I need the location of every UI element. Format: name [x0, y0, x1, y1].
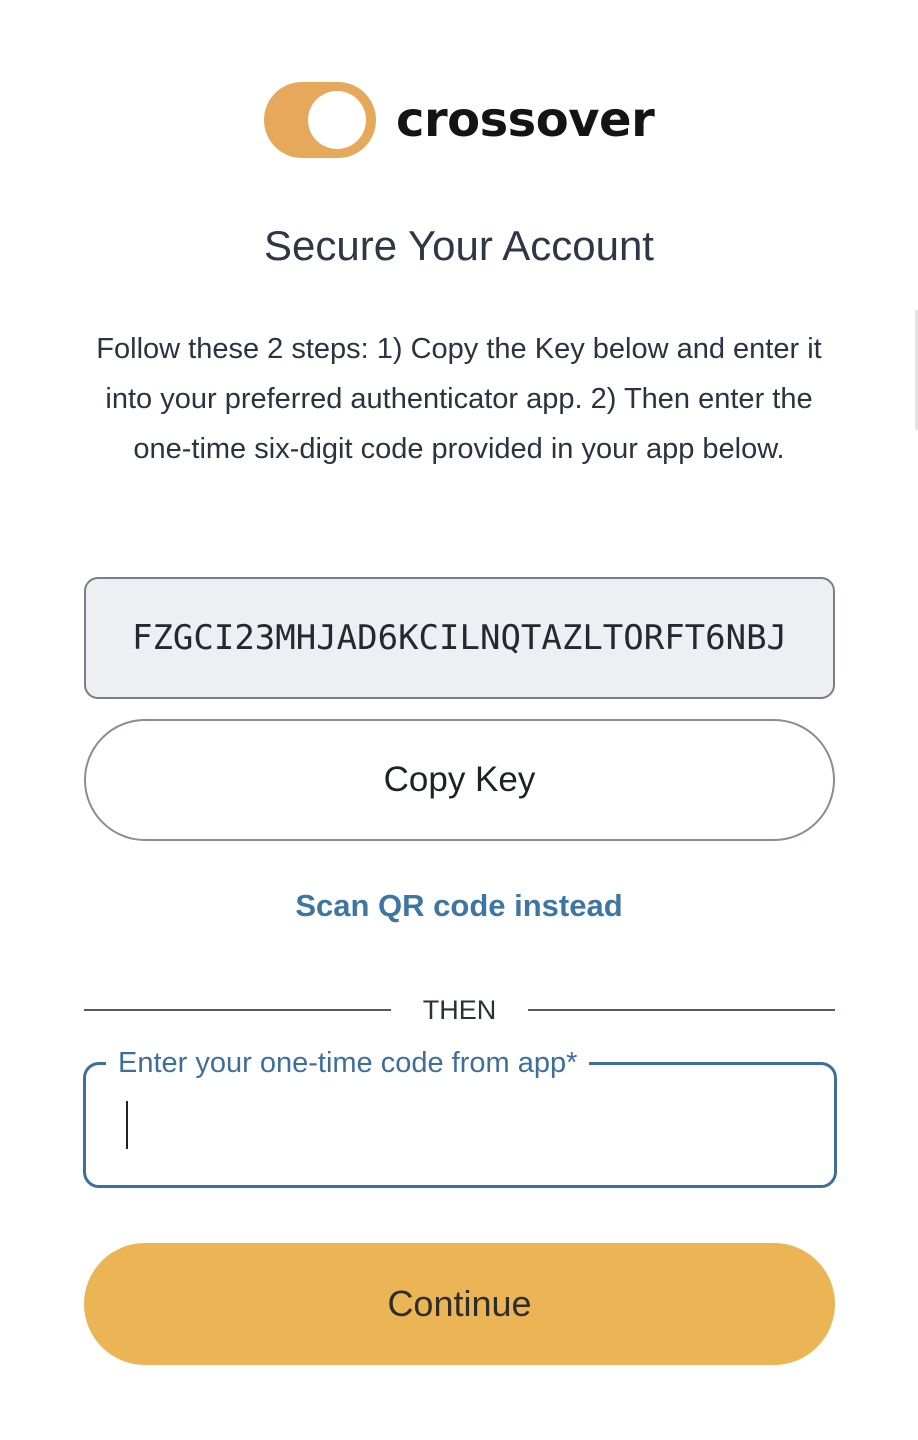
crossover-logo	[264, 82, 654, 158]
divider-label: THEN	[422, 994, 497, 1025]
one-time-code-field[interactable]	[83, 1047, 837, 1188]
brand-name: crossover	[396, 92, 655, 148]
then-divider	[84, 990, 835, 1030]
page-title: Secure Your Account	[264, 222, 654, 269]
text-caret	[126, 1101, 128, 1149]
instructions-text: Follow these 2 steps: 1) Copy the Key below and enter it into your preferred authenticator app. 2) Then enter the one-time six-digit code provided in your app below.	[96, 333, 822, 465]
one-time-code-label: Enter your one-time code from app*	[106, 1041, 589, 1085]
secret-key-box	[84, 577, 835, 699]
divider-line-left	[84, 1009, 391, 1011]
scan-qr-link[interactable]: Scan QR code instead	[295, 888, 623, 923]
one-time-code-input[interactable]	[110, 1093, 810, 1157]
secret-key-value: FZGCI23MHJAD6KCILNQTAZLTORFT6NBJ	[131, 618, 788, 658]
toggle-logo-icon	[264, 82, 376, 158]
copy-key-button[interactable]: Copy Key	[84, 719, 835, 841]
continue-button[interactable]: Continue	[84, 1243, 835, 1365]
divider-line-right	[528, 1009, 835, 1011]
toggle-knob	[308, 91, 366, 149]
